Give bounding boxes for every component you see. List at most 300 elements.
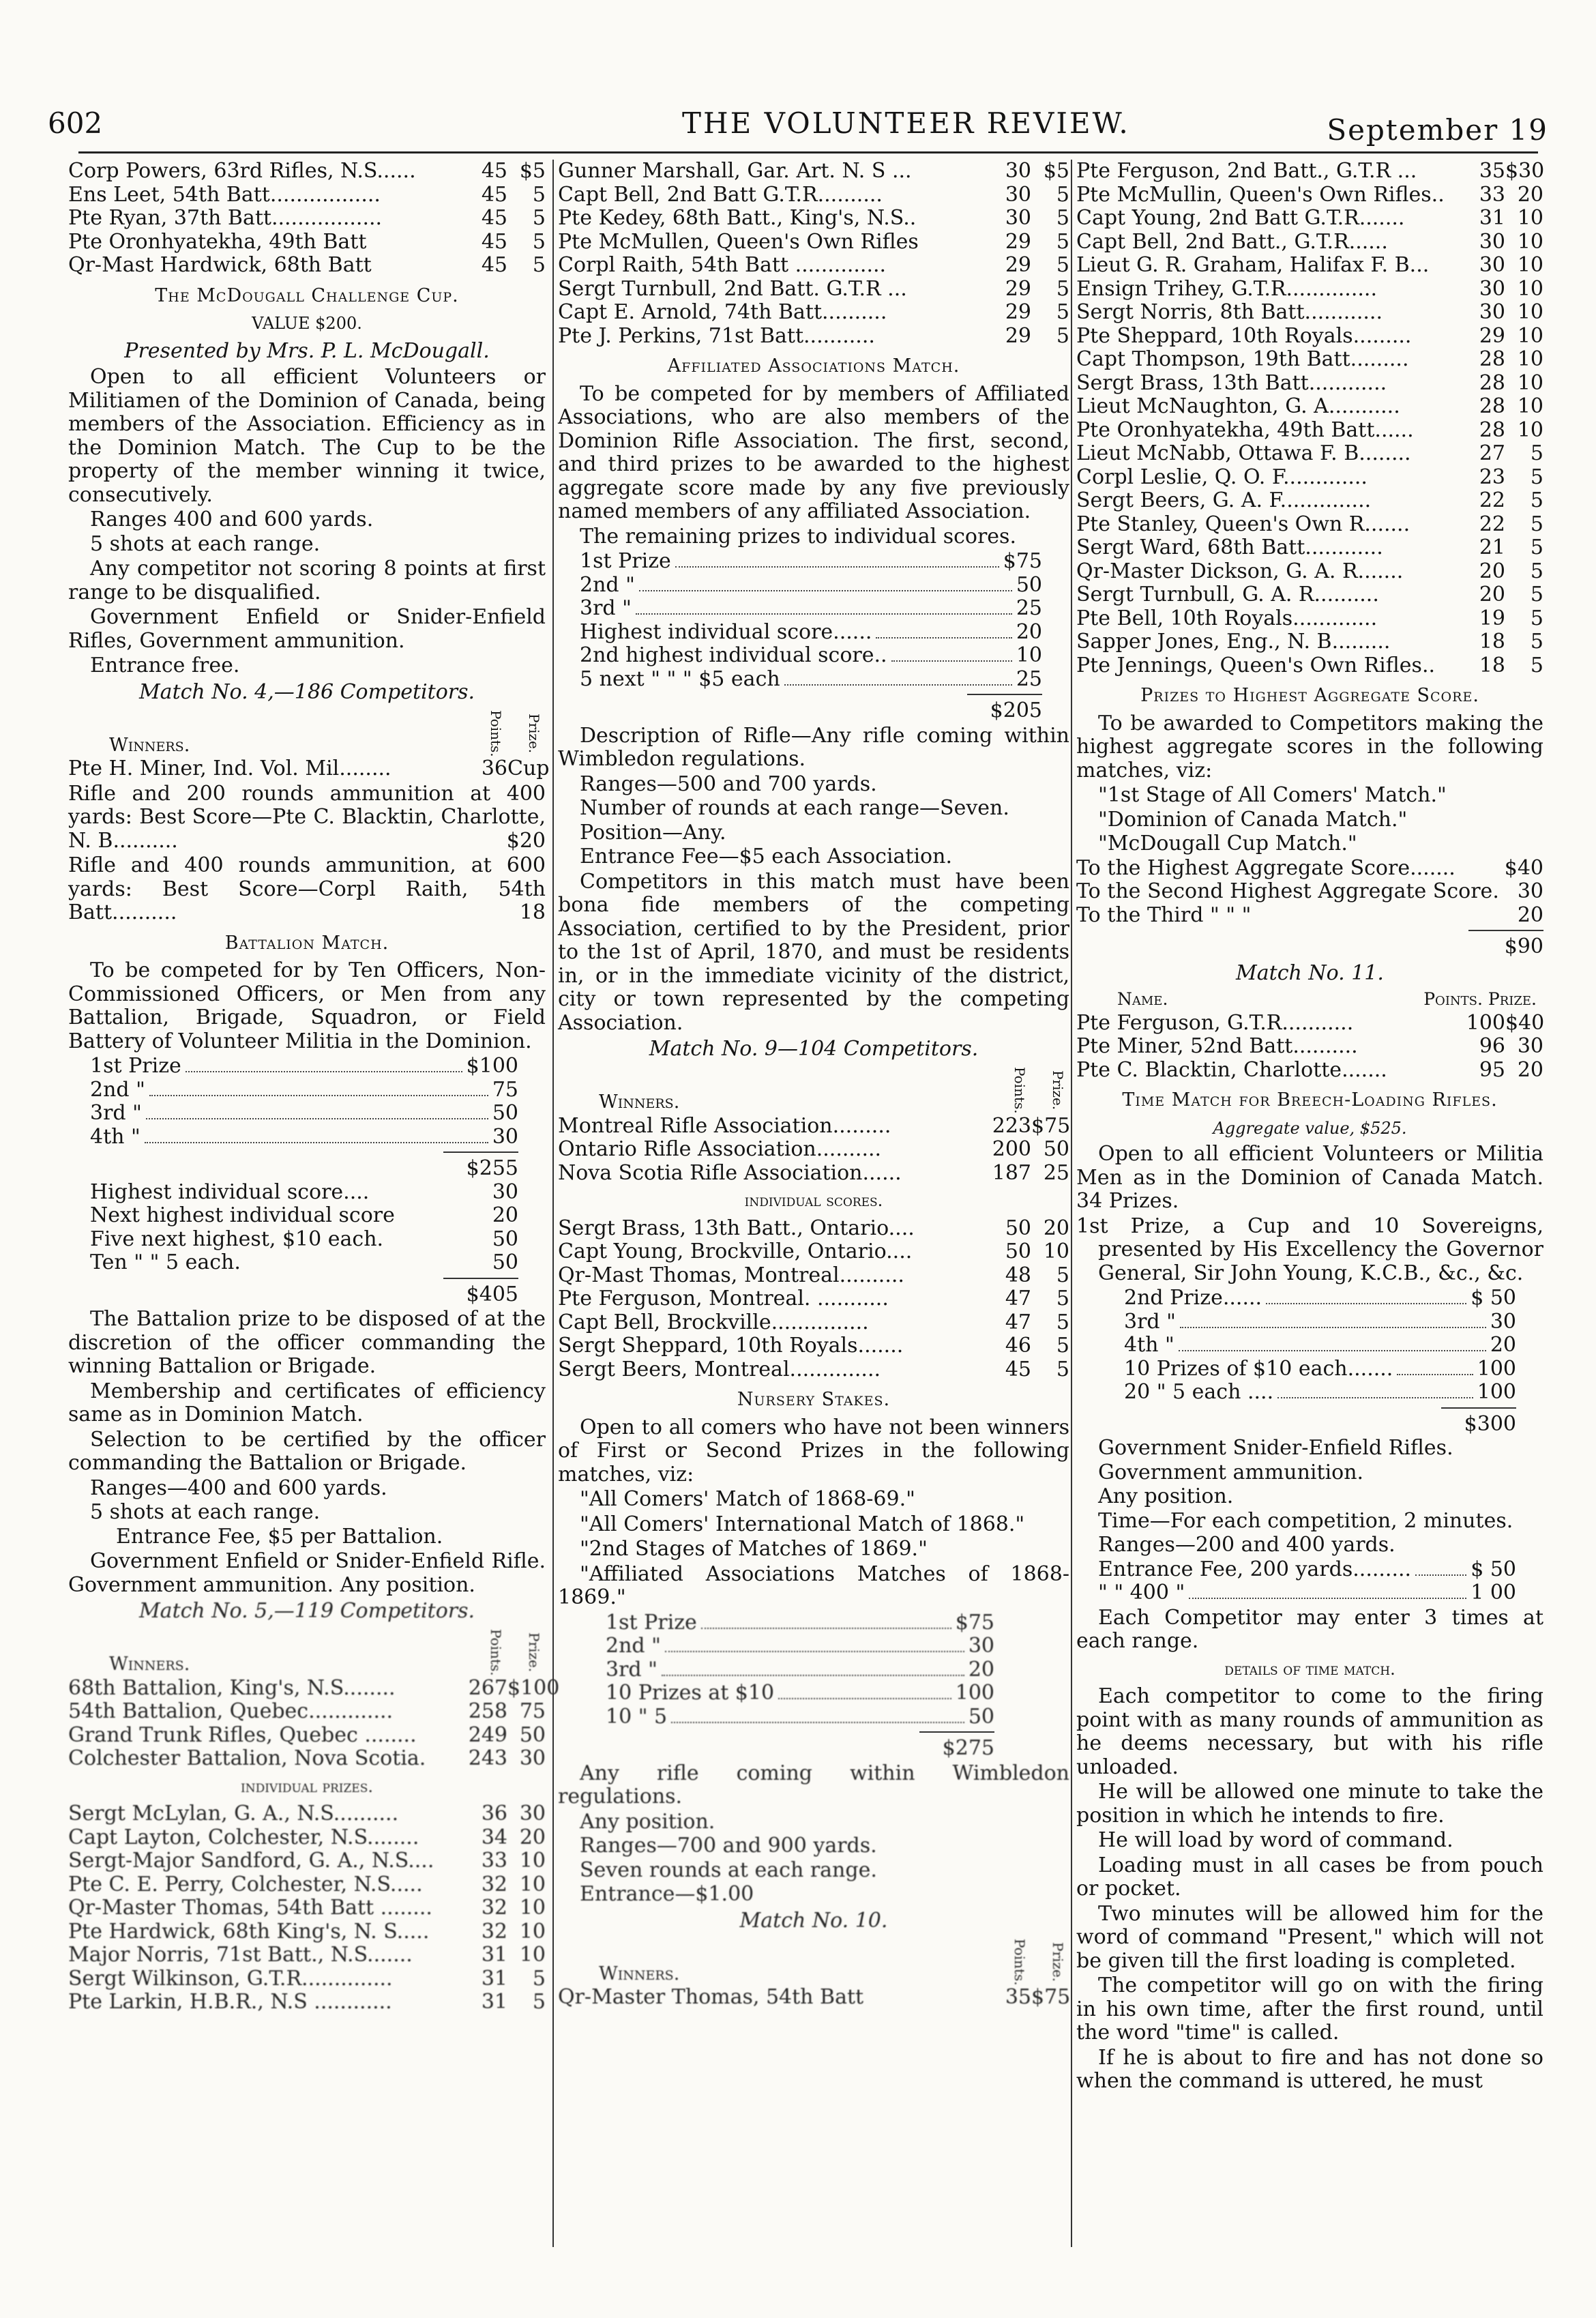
prize-label: Prize. bbox=[526, 713, 542, 754]
entry-name: Sergt Beers, G. A. F.............. bbox=[1076, 488, 1372, 512]
entry-points: 95 bbox=[1479, 1057, 1505, 1082]
mcdougall-heading: The McDougall Challenge Cup. bbox=[155, 284, 459, 306]
score-row bbox=[68, 1896, 546, 1920]
entry-prize: 10 bbox=[1517, 276, 1543, 301]
entry-points: 30 bbox=[1479, 276, 1505, 301]
prize-label: Prize. bbox=[1488, 989, 1537, 1009]
entry-name: Lieut G. R. Graham, Halifax F. B... bbox=[1076, 253, 1430, 277]
winners-header bbox=[558, 1938, 1069, 1986]
leader-dots bbox=[639, 574, 1012, 591]
match-11-list bbox=[1076, 1012, 1543, 1083]
prize-amount: $75 bbox=[955, 1610, 994, 1634]
prize-label: 3rd " bbox=[606, 1657, 657, 1682]
winners-header bbox=[68, 1629, 546, 1677]
winner-name: Pte H. Miner, Ind. Vol. Mil........ bbox=[68, 757, 391, 780]
nursery-line: Ranges—700 and 900 yards. bbox=[580, 1834, 877, 1858]
entry-name: Sergt-Major Sandford, G. A., N.S.... bbox=[68, 1849, 434, 1873]
entry-points: 223 bbox=[992, 1113, 1031, 1138]
entry-points: 47 bbox=[1005, 1310, 1031, 1334]
details-paragraph: He will load by word of command. bbox=[1098, 1828, 1453, 1852]
entry-prize: 30 bbox=[1517, 1034, 1543, 1058]
entry-points: 45 bbox=[481, 159, 507, 183]
column-left bbox=[68, 159, 560, 2254]
prize-label: Prize. bbox=[526, 1632, 542, 1673]
score-row bbox=[1076, 536, 1543, 560]
entry-points: 18 bbox=[1479, 630, 1505, 654]
entry-points: 29 bbox=[1005, 229, 1031, 254]
entry-prize: 25 bbox=[1043, 1160, 1069, 1185]
battalion-note: Membership and certificates of efficiency same as in Dominion Match. bbox=[68, 1379, 546, 1426]
prize-row bbox=[1098, 1581, 1516, 1605]
score-row bbox=[1076, 301, 1543, 325]
score-row bbox=[1076, 607, 1543, 631]
prize-amount: 1 00 bbox=[1471, 1581, 1516, 1604]
nursery-conditions: Open to all comers who have not been winners of First or Second Prizes in the following matches, viz: bbox=[558, 1415, 1069, 1486]
entry-points: 28 bbox=[1479, 417, 1505, 442]
entry-name: Sergt Wilkinson, G.T.R.............. bbox=[68, 1966, 393, 1991]
mcdougall-conditions: Open to all efficient Volunteers or Militiamen of the Dominion of Canada, being members of the Association. Efficiency as in the Dominion Match. The Cup to be the property of the member winning it twice, consecutively. bbox=[68, 365, 546, 507]
prize-row bbox=[1124, 1310, 1516, 1334]
entry-name: Grand Trunk Rifles, Quebec ........ bbox=[68, 1722, 417, 1747]
score-row bbox=[68, 1747, 546, 1771]
entry-prize: 20 bbox=[1043, 1216, 1069, 1240]
entry-name: Capt Bell, Brockville............... bbox=[558, 1310, 869, 1334]
prize-label: 2nd " bbox=[580, 572, 635, 597]
winners-header bbox=[68, 709, 546, 757]
entry-points: 96 bbox=[1479, 1034, 1505, 1058]
prize-amount: 20 bbox=[1490, 1333, 1516, 1357]
time-match-conditions: Open to all efficient Volunteers or Militia Men as in the Dominion of Canada Match. 34 Prizes. bbox=[1076, 1142, 1543, 1213]
entry-name: Capt Young, Brockville, Ontario.... bbox=[558, 1239, 913, 1263]
prize-label: 10 Prizes of $10 each....... bbox=[1124, 1356, 1393, 1381]
entry-points: 33 bbox=[1479, 182, 1505, 207]
score-row bbox=[558, 1115, 1069, 1139]
total-rule bbox=[967, 694, 1042, 695]
winners-label: Winners. bbox=[599, 1963, 680, 1984]
entry-prize: 10 bbox=[519, 1943, 546, 1967]
entry-prize: 5 bbox=[1056, 276, 1069, 301]
time-match-note: Each Competitor may enter 3 times at each range. bbox=[1076, 1605, 1543, 1653]
score-row bbox=[68, 1675, 560, 1701]
entry-prize: 5 bbox=[1530, 583, 1543, 606]
battalion-total: $405 bbox=[466, 1282, 518, 1306]
score-row bbox=[68, 1873, 546, 1897]
entry-points: 23 bbox=[1479, 465, 1505, 489]
entry-prize: $5 bbox=[1043, 159, 1069, 183]
entry-points: 20 bbox=[1479, 583, 1505, 606]
entry-prize: 5 bbox=[1056, 182, 1069, 207]
aggregate-match: "Dominion of Canada Match." bbox=[1098, 807, 1408, 832]
winner-points: 35 bbox=[1005, 1985, 1031, 2009]
leader-dots bbox=[145, 1126, 488, 1143]
prize-label: 1st Prize bbox=[90, 1054, 181, 1078]
affiliated-conditions: To be competed for by members of Affiliated Associations, who are also members of the Dominion Rifle Association. The first, second, and third prizes to be awarded to the highest aggregate score made by any five previously named members of any affiliated Association. bbox=[558, 381, 1069, 523]
prize-label: Five next highest, $10 each. bbox=[90, 1227, 384, 1251]
entry-name: Sergt Norris, 8th Batt............ bbox=[1076, 300, 1383, 324]
score-row bbox=[1076, 254, 1543, 278]
score-row bbox=[68, 1920, 546, 1944]
time-match-line: Any position. bbox=[1098, 1484, 1234, 1508]
battalion-extra-prizes bbox=[68, 1181, 546, 1275]
prize-row bbox=[580, 621, 1042, 645]
score-row bbox=[558, 1217, 1069, 1241]
nursery-match: "Affiliated Associations Matches of 1868-1869." bbox=[558, 1561, 1069, 1609]
entry-prize: 75 bbox=[519, 1699, 546, 1723]
prize-label: 2nd " bbox=[606, 1634, 661, 1658]
entry-prize: 5 bbox=[1056, 1287, 1069, 1310]
nursery-match: "2nd Stages of Matches of 1869." bbox=[580, 1537, 928, 1561]
prize-amount: 100 bbox=[1477, 1356, 1516, 1381]
affiliated-note: Competitors in this match must have been bona fide members of the competing Association, certified to by the President, prior to the 1st of April, 1870, and must be residents in, or in the immediate vicinity of the district, city or town represented by the competing Association. bbox=[558, 869, 1069, 1035]
leader-dots bbox=[701, 1611, 951, 1629]
score-row bbox=[558, 1287, 1069, 1311]
prize-row bbox=[1076, 880, 1543, 904]
affiliated-prizes bbox=[558, 550, 1069, 691]
winner-name: Qr-Master Thomas, 54th Batt bbox=[558, 1985, 864, 2009]
mcdougall-line: Any competitor not scoring 8 points at first range to be disqualified. bbox=[68, 557, 546, 604]
match-10-heading: Match No. 10. bbox=[739, 1908, 888, 1933]
details-paragraph: He will be allowed one minute to take the position in which he intends to fire. bbox=[1076, 1780, 1543, 1828]
entry-name: Pte C. E. Perry, Colchester, N.S..... bbox=[68, 1872, 423, 1896]
mcdougall-line: Government Enfield or Snider-Enfield Rifles, Government ammunition. bbox=[68, 605, 546, 653]
entry-points: 29 bbox=[1005, 300, 1031, 324]
entry-name: Sergt McLylan, G. A., N.S.......... bbox=[68, 1802, 399, 1825]
aggregate-conditions: To be awarded to Competitors making the highest aggregate scores in the following matches, viz: bbox=[1076, 711, 1543, 782]
score-row bbox=[558, 301, 1069, 325]
time-match-line: Ranges—200 and 400 yards. bbox=[1098, 1533, 1395, 1557]
score-row bbox=[558, 160, 1069, 184]
entry-prize: 5 bbox=[1056, 1263, 1069, 1287]
score-row bbox=[558, 207, 1069, 231]
prize-row bbox=[90, 1102, 518, 1126]
winners-label: Winners. bbox=[109, 1654, 190, 1675]
prize-label: 2nd highest individual score.. bbox=[580, 643, 887, 667]
points-label: Points. bbox=[1423, 989, 1483, 1009]
entry-name: Pte Kedey, 68th Batt., King's, N.S.. bbox=[558, 206, 917, 230]
entry-points: 50 bbox=[1005, 1239, 1031, 1263]
points-label: Points. bbox=[488, 709, 504, 757]
entry-name: Major Norris, 71st Batt., N.S....... bbox=[68, 1943, 413, 1967]
battalion-subtotal: $255 bbox=[466, 1156, 518, 1180]
score-row bbox=[1076, 654, 1543, 678]
entry-prize: 10 bbox=[519, 1872, 546, 1896]
entry-prize: 5 bbox=[1530, 653, 1543, 677]
prize-label: 10 Prizes at $10 bbox=[606, 1681, 775, 1705]
affiliated-line: Ranges—500 and 700 yards. bbox=[580, 772, 877, 796]
entry-prize: $30 bbox=[1505, 159, 1545, 183]
entry-points: 29 bbox=[1005, 323, 1031, 348]
entry-points: 20 bbox=[1479, 559, 1505, 583]
entry-points: 29 bbox=[1005, 276, 1031, 301]
entry-prize: 5 bbox=[1530, 606, 1543, 630]
points-label: Points. bbox=[488, 1629, 504, 1676]
match-10-winner bbox=[558, 1986, 1069, 2010]
entry-prize: 10 bbox=[519, 1919, 546, 1943]
entry-prize: 10 bbox=[1517, 300, 1543, 324]
entry-name: 68th Battalion, King's, N.S........ bbox=[68, 1675, 396, 1700]
match-9-list bbox=[558, 1115, 1069, 1186]
leader-dots bbox=[778, 1682, 951, 1699]
entry-points: 33 bbox=[481, 1849, 507, 1873]
nursery-match: "All Comers' Match of 1868-69." bbox=[580, 1487, 915, 1511]
entry-prize: 5 bbox=[532, 1966, 546, 1991]
score-row bbox=[1076, 442, 1543, 466]
entry-name: Capt Young, 2nd Batt G.T.R....... bbox=[1076, 206, 1405, 230]
score-row bbox=[68, 1967, 546, 1991]
entry-name: Pte Miner, 52nd Batt.......... bbox=[1076, 1034, 1358, 1058]
affiliated-line: Entrance Fee—$5 each Association. bbox=[580, 845, 952, 868]
entry-name: Qr-Mast Thomas, Montreal.......... bbox=[558, 1263, 904, 1287]
entry-name: Sergt Sheppard, 10th Royals....... bbox=[558, 1334, 904, 1358]
entry-name: Pte Ferguson, G.T.R........... bbox=[1076, 1010, 1354, 1035]
entry-prize: 20 bbox=[1517, 1057, 1543, 1082]
prize-amount: $ 50 bbox=[1471, 1557, 1516, 1581]
prize-row bbox=[1076, 857, 1543, 881]
nursery-line: Entrance—$1.00 bbox=[580, 1882, 754, 1906]
entry-prize: 5 bbox=[1530, 630, 1543, 654]
individual-scores-label: individual scores. bbox=[744, 1191, 883, 1210]
affiliated-line: Number of rounds at each range—Seven. bbox=[580, 796, 1009, 820]
battalion-line: Entrance Fee, $5 per Battalion. bbox=[116, 1524, 443, 1549]
prize-row bbox=[1124, 1381, 1516, 1405]
entry-name: Nova Scotia Rifle Association...... bbox=[558, 1160, 902, 1185]
entry-points: 36 bbox=[481, 1802, 507, 1825]
time-match-value: Aggregate value, $525. bbox=[1213, 1118, 1407, 1138]
score-row bbox=[1076, 1059, 1543, 1083]
time-match-heading: Time Match for Breech-Loading Rifles. bbox=[1122, 1089, 1498, 1111]
prize-amount: 20 bbox=[1016, 619, 1042, 644]
winners-header bbox=[558, 1067, 1069, 1115]
battalion-note: Selection to be certified by the officer commanding the Battalion or Brigade. bbox=[68, 1427, 546, 1475]
match-9-individual-list bbox=[558, 1217, 1069, 1382]
winner-prize: Cup bbox=[507, 757, 550, 780]
entry-prize: $100 bbox=[507, 1675, 560, 1700]
column-right bbox=[1076, 160, 1543, 2254]
entry-points: 267 bbox=[468, 1675, 507, 1700]
score-row bbox=[68, 1724, 546, 1748]
score-row bbox=[558, 1264, 1069, 1288]
entry-prize: 5 bbox=[1530, 488, 1543, 512]
prize-label: Highest individual score...... bbox=[580, 619, 872, 644]
prize-row bbox=[580, 597, 1042, 621]
prize-label: 1st Prize bbox=[580, 549, 671, 573]
leader-dots bbox=[675, 550, 999, 568]
prize-amount: 50 bbox=[1016, 572, 1042, 597]
leader-dots bbox=[1277, 1381, 1473, 1398]
nursery-line: Any position. bbox=[580, 1809, 715, 1834]
entry-points: 45 bbox=[1005, 1357, 1031, 1381]
entry-name: Qr-Master Dickson, G. A. R....... bbox=[1076, 559, 1404, 583]
entry-prize: 10 bbox=[1517, 253, 1543, 277]
score-row bbox=[1076, 348, 1543, 372]
entry-name: Capt E. Arnold, 74th Batt.......... bbox=[558, 300, 887, 324]
leader-dots bbox=[146, 1102, 488, 1119]
details-paragraph: The competitor will go on with the firing in his own time, after the first round, until the word "time" is called. bbox=[1076, 1974, 1543, 2044]
entry-prize: 5 bbox=[532, 229, 546, 254]
prize-label: 20 " 5 each .... bbox=[1124, 1380, 1274, 1404]
entry-prize: 10 bbox=[1517, 229, 1543, 254]
prize-amount: 30 bbox=[492, 1124, 518, 1149]
entry-name: Pte Jennings, Queen's Own Rifles.. bbox=[1076, 653, 1436, 677]
leader-dots bbox=[784, 668, 1012, 686]
entry-prize: 10 bbox=[1517, 347, 1543, 371]
entry-points: 30 bbox=[1479, 300, 1505, 324]
prize-row bbox=[606, 1658, 994, 1682]
battalion-line: Ranges—400 and 600 yards. bbox=[90, 1476, 387, 1500]
total-rule bbox=[1468, 930, 1543, 931]
leader-dots bbox=[1397, 1358, 1473, 1375]
entry-prize: 10 bbox=[1517, 417, 1543, 442]
column-middle bbox=[558, 160, 1069, 2254]
entry-name: Capt Bell, 2nd Batt G.T.R.......... bbox=[558, 182, 883, 207]
score-row bbox=[1076, 278, 1543, 302]
score-row bbox=[1076, 419, 1543, 443]
match-4-rifle-award bbox=[68, 782, 546, 853]
entry-name: Pte Sheppard, 10th Royals......... bbox=[1076, 323, 1412, 348]
prize-label: 2nd Prize...... bbox=[1124, 1286, 1262, 1310]
nursery-total: $275 bbox=[942, 1736, 994, 1760]
entry-prize: 5 bbox=[1530, 441, 1543, 465]
match-5-list bbox=[68, 1675, 560, 1771]
prize-label: 4th " bbox=[90, 1124, 141, 1149]
points-label: Points. bbox=[1011, 1938, 1028, 1986]
prize-label: Ten " " 5 each. bbox=[90, 1250, 241, 1274]
entry-points: 30 bbox=[1479, 253, 1505, 277]
top-score-list bbox=[1076, 160, 1543, 677]
score-row bbox=[558, 1162, 1069, 1186]
prize-amount: $75 bbox=[1003, 549, 1042, 573]
prize-row bbox=[606, 1705, 994, 1729]
entry-name: Capt Bell, 2nd Batt., G.T.R...... bbox=[1076, 229, 1388, 254]
leader-dots bbox=[636, 597, 1012, 615]
entry-points: 30 bbox=[1005, 182, 1031, 207]
entry-prize: 5 bbox=[1056, 253, 1069, 277]
match-4-heading: Match No. 4,—186 Competitors. bbox=[138, 679, 475, 704]
prize-amount: $40 bbox=[1504, 855, 1543, 880]
affiliated-line: Position—Any. bbox=[580, 820, 726, 845]
prize-row bbox=[580, 644, 1042, 668]
match-4-winner bbox=[68, 757, 550, 781]
mcdougall-line: Ranges 400 and 600 yards. bbox=[90, 508, 374, 531]
entry-name: Corpl Raith, 54th Batt .............. bbox=[558, 253, 887, 277]
journal-title: THE VOLUNTEER REVIEW. bbox=[682, 106, 1130, 140]
entry-name: Capt Layton, Colchester, N.S........ bbox=[68, 1825, 419, 1849]
rifle-award-text: Rifle and 400 rounds ammunition, at 600 yards: Best Score—Corpl Raith, 54th Batt.......... bbox=[68, 853, 546, 924]
entry-name: Pte Larkin, H.B.R., N.S ............ bbox=[68, 1990, 392, 2014]
prize-amount: 20 bbox=[1517, 903, 1543, 927]
top-score-list bbox=[68, 160, 546, 278]
entry-points: 32 bbox=[481, 1919, 507, 1943]
entry-name: Capt Thompson, 19th Batt......... bbox=[1076, 347, 1409, 371]
battalion-conditions: To be competed for by Ten Officers, Non-Commissioned Officers, or Men from any Battalion, Brigade, Squadron, or Field Battery of Volunteer Militia in the Dominion. bbox=[68, 958, 546, 1053]
time-match-total: $300 bbox=[1464, 1411, 1516, 1436]
entry-prize: 10 bbox=[1517, 394, 1543, 418]
entry-name: 54th Battalion, Quebec............. bbox=[68, 1699, 394, 1723]
score-row bbox=[1076, 372, 1543, 396]
entry-points: 27 bbox=[1479, 441, 1505, 465]
entry-points: 32 bbox=[481, 1896, 507, 1920]
entry-prize: 5 bbox=[1056, 206, 1069, 230]
score-row bbox=[68, 254, 546, 278]
entry-points: 22 bbox=[1479, 512, 1505, 536]
issue-date: September 19 bbox=[1327, 113, 1548, 147]
entry-points: 45 bbox=[481, 253, 507, 277]
entry-name: Pte J. Perkins, 71st Batt........... bbox=[558, 323, 875, 348]
prize-label: Entrance Fee, 200 yards......... bbox=[1098, 1557, 1412, 1581]
entry-name: Pte McMullen, Queen's Own Rifles bbox=[558, 229, 919, 254]
rifle-award-amount: 18 bbox=[519, 900, 546, 924]
entry-points: 21 bbox=[1479, 536, 1505, 559]
entry-name: Pte Hardwick, 68th King's, N. S..... bbox=[68, 1919, 430, 1943]
entry-points: 249 bbox=[468, 1722, 507, 1747]
entry-name: Pte Oronhyatekha, 49th Batt bbox=[68, 229, 367, 254]
page-number: 602 bbox=[48, 106, 103, 140]
prize-amount: 20 bbox=[968, 1657, 994, 1682]
total-rule bbox=[443, 1278, 518, 1279]
prize-amount: 100 bbox=[1477, 1380, 1516, 1404]
prize-amount: 50 bbox=[492, 1250, 518, 1274]
match-5-heading: Match No. 5,—119 Competitors. bbox=[138, 1599, 475, 1623]
entry-points: 187 bbox=[992, 1160, 1031, 1185]
score-row bbox=[1076, 560, 1543, 584]
winner-prize: $75 bbox=[1031, 1985, 1071, 2009]
entry-prize: 50 bbox=[519, 1722, 546, 1747]
score-row bbox=[558, 184, 1069, 207]
score-row bbox=[1076, 1012, 1543, 1036]
time-match-first-prize: 1st Prize, a Cup and 10 Sovereigns, presented by His Excellency the Governor General, Sir John Young, K.C.B., &c., &c. bbox=[1076, 1214, 1543, 1285]
nursery-match: "All Comers' International Match of 1868." bbox=[580, 1512, 1025, 1536]
prize-amount: 25 bbox=[1016, 596, 1042, 620]
score-row bbox=[68, 1802, 546, 1826]
prize-label: Highest individual score.... bbox=[90, 1179, 370, 1204]
entry-points: 32 bbox=[481, 1872, 507, 1896]
leader-dots bbox=[1415, 1558, 1466, 1576]
prize-label: To the Third " " " bbox=[1076, 903, 1252, 927]
score-row bbox=[558, 1358, 1069, 1382]
rifle-award-text: Rifle and 200 rounds ammunition at 400 yards: Best Score—Pte C. Blacktin, Charlotte, N. B.......... bbox=[68, 781, 546, 853]
prize-amount: 50 bbox=[492, 1227, 518, 1251]
entry-name: Pte C. Blacktin, Charlotte....... bbox=[1076, 1057, 1387, 1082]
prize-label: 3rd " bbox=[580, 596, 632, 620]
entry-points: 45 bbox=[481, 182, 507, 207]
entry-name: Ensign Trihey, G.T.R.............. bbox=[1076, 276, 1377, 301]
prize-amount: 50 bbox=[492, 1101, 518, 1125]
total-rule bbox=[443, 1151, 518, 1153]
aggregate-total: $90 bbox=[1504, 935, 1543, 958]
prize-row bbox=[90, 1228, 518, 1252]
battalion-prizes bbox=[68, 1055, 546, 1149]
leader-dots bbox=[662, 1658, 964, 1676]
time-match-line: Government ammunition. bbox=[1098, 1460, 1364, 1484]
score-row bbox=[68, 1849, 546, 1873]
entry-name: Pte Bell, 10th Royals............. bbox=[1076, 606, 1378, 630]
entry-name: Ontario Rifle Association.......... bbox=[558, 1137, 882, 1161]
entry-name: Qr-Mast Hardwick, 68th Batt bbox=[68, 253, 372, 277]
entry-name: Sergt Brass, 13th Batt., Ontario.... bbox=[558, 1216, 915, 1240]
entry-name: Pte Oronhyatekha, 49th Batt...... bbox=[1076, 417, 1414, 442]
entry-name: Ens Leet, 54th Batt................. bbox=[68, 182, 381, 207]
mcdougall-presented: Presented by Mrs. P. L. McDougall. bbox=[124, 338, 490, 363]
entry-prize: 5 bbox=[532, 253, 546, 277]
aggregate-heading: Prizes to Highest Aggregate Score. bbox=[1140, 685, 1479, 706]
entry-name: Pte McMullin, Queen's Own Rifles.. bbox=[1076, 182, 1445, 207]
prize-amount: 75 bbox=[492, 1077, 518, 1102]
details-paragraph: Each competitor to come to the firing point with as many rounds of ammunition as he deems necessary, but with his rifle unloaded. bbox=[1076, 1684, 1543, 1779]
prize-row bbox=[1098, 1558, 1516, 1582]
prize-label: 4th " bbox=[1124, 1333, 1174, 1357]
mcdougall-value: VALUE $200. bbox=[252, 314, 362, 333]
prize-label: 3rd " bbox=[1124, 1309, 1176, 1334]
